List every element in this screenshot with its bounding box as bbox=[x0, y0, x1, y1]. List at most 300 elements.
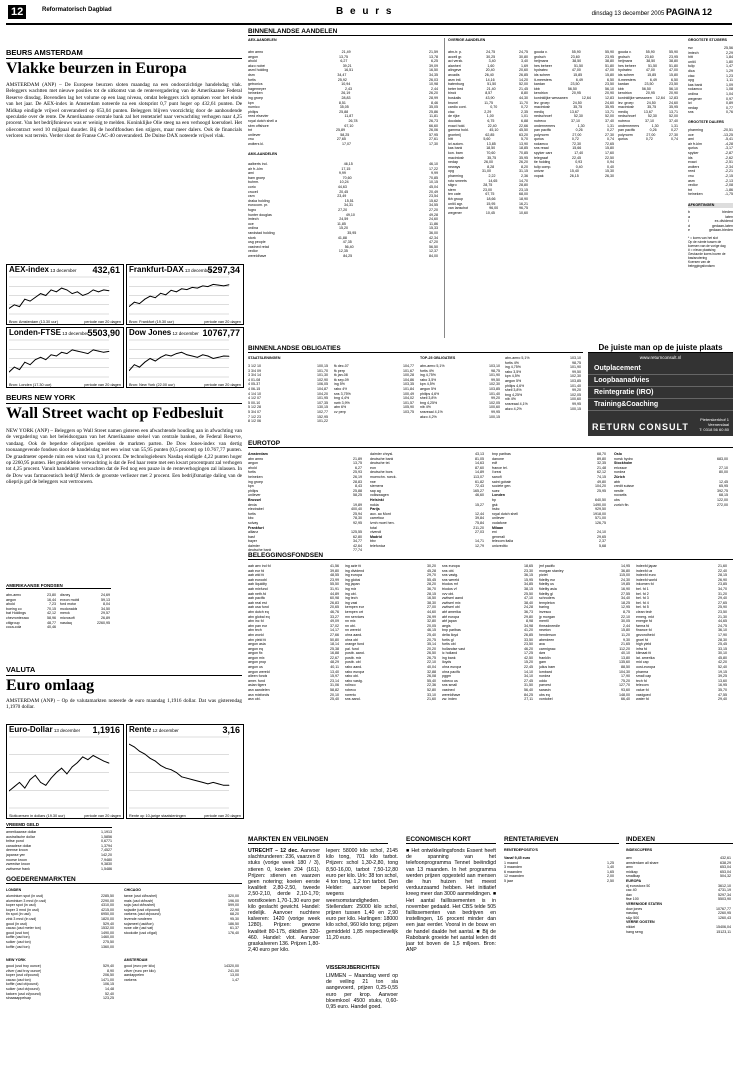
row-value: 8,04 bbox=[103, 602, 110, 607]
vreemd-geld-list bbox=[6, 830, 112, 871]
row-value: 0,6771 bbox=[101, 839, 112, 844]
row-label: philips 4,6% bbox=[420, 391, 440, 396]
row-value: 49,80 bbox=[597, 479, 606, 484]
row-value: 2,35 bbox=[521, 109, 528, 114]
row-label: orange fund bbox=[345, 642, 365, 647]
row-value: 15,30 bbox=[604, 169, 614, 174]
row-value: 26,15 bbox=[569, 174, 579, 179]
row-value: 3612,10 bbox=[718, 883, 731, 888]
row-value: 72,65 bbox=[604, 141, 614, 146]
row-label: 7 1/2 23 bbox=[248, 414, 261, 419]
chart-point bbox=[150, 758, 151, 759]
row-label: 12 maanden bbox=[504, 874, 524, 879]
beurs-newyork-body: NEW YORK (ANP) – Beleggers op Wall Street namen gisteren een afwachtende houding aan in afwachting van de vergadering van het beleidsorgaan van het Amerikaanse stelsel van centrale banken, de Federal Reserve, vandaag. Ook de beperkte olieprijzen speelden de markten parten. De Dow Jones-index van dertig toonaangevende fondsen sloot de handelsdag met een winst van 55,95 punten (0,5 procent) op 10.767,77 punten. De graadmeter opende ruim een winst van 0,3 procent. De technologiebeurs Nasdaq eindigde 4,22 punten hoger op 2260,95 punten. Het gemiddelde verwachting is dat de Fed haar rente met een kwart procentpunt zal verhogen tot 4,25 procent. Vanuit handelaren verwachten dat de Fed nog een pauze in de renteverhogingen zal inlassen. In de Dow was farmaceutisch bedrijf Merck de grootste verliezer met 2 procent. Een bedrijfsmatige daling van de olieprijs gaf de beleggers wat vertrouwen. bbox=[6, 428, 242, 486]
row-label: shell 3,8% bbox=[505, 388, 522, 393]
row-value: 89,80 bbox=[597, 456, 606, 461]
row-value: 55,90 bbox=[645, 50, 655, 54]
row-label: kon. bam bbox=[448, 151, 463, 156]
row-value: 104,86 bbox=[403, 377, 414, 382]
row-value: 5503,90 bbox=[718, 897, 731, 902]
row-value: 1490,00 bbox=[593, 502, 606, 507]
row-value: 1490,00 bbox=[101, 930, 114, 935]
row-label: vastned retail bbox=[248, 244, 270, 249]
row-value: 75,84 bbox=[475, 520, 484, 525]
row-value: 15,27 bbox=[475, 502, 484, 507]
goederen-sub-newyork: NEW YORK bbox=[6, 958, 26, 962]
row-value: 44,65 bbox=[718, 619, 727, 624]
row-value: 15,80 bbox=[604, 72, 614, 77]
row-label: aardappelen bbox=[124, 973, 144, 978]
row-label: macintosh bbox=[618, 105, 635, 110]
row-value: -2,62 bbox=[724, 155, 733, 160]
row-value: 14,17 bbox=[330, 628, 339, 633]
row-value: 99,50 bbox=[572, 369, 581, 374]
row-label: vivendi bbox=[370, 530, 382, 535]
row-label: schroders bbox=[539, 596, 555, 601]
row-label: nokia bbox=[370, 502, 379, 507]
row-value: 101,67 bbox=[403, 368, 414, 373]
row-value: 8,51 bbox=[338, 100, 346, 105]
row-value: 22,10 bbox=[621, 614, 630, 619]
row-label: ohra aand. bbox=[345, 632, 363, 637]
row-value: 14,71 bbox=[475, 539, 484, 544]
ad-service-item: Outplacement bbox=[588, 363, 733, 375]
row-value: 101,90 bbox=[570, 365, 581, 370]
overige-aandelen-sub: OVERIGE AANDELEN bbox=[448, 38, 486, 42]
row-value: 683,00 bbox=[717, 456, 728, 461]
row-value: 25,86 bbox=[428, 109, 438, 114]
row-label: ford motor bbox=[60, 602, 77, 607]
row-value: 35,75 bbox=[487, 155, 497, 160]
row-value: 52,00 bbox=[605, 114, 614, 119]
row-value: 35,95 bbox=[347, 230, 357, 235]
row-label: kpn bbox=[248, 100, 254, 105]
row-label: kpn 4,5% bbox=[505, 374, 520, 379]
row-label: pharming bbox=[688, 128, 703, 132]
row-label: d bbox=[688, 223, 690, 228]
row-value: 30,05 bbox=[621, 619, 630, 624]
row-value: 23,95 bbox=[669, 54, 678, 59]
row-label: aegon us bbox=[248, 665, 263, 670]
row-label: qurius bbox=[688, 146, 698, 151]
row-label: dexia bbox=[248, 502, 257, 507]
row-label: value fd bbox=[636, 688, 649, 693]
aex-aandelen-sub: AEX-AANDELEN bbox=[248, 38, 277, 42]
chart-point bbox=[77, 351, 78, 352]
row-value: 42,12 bbox=[47, 611, 56, 616]
row-value: 59,13 bbox=[101, 597, 110, 602]
row-label: 3 3/4 14 bbox=[248, 373, 261, 378]
chart-point bbox=[165, 294, 166, 295]
top25-list bbox=[420, 364, 500, 419]
row-label: lev. groep bbox=[618, 100, 634, 105]
row-label: ohra obl bbox=[345, 637, 358, 642]
row-label: philips bbox=[248, 488, 259, 493]
row-label: it-meesters bbox=[534, 77, 552, 82]
row-value: 65,95 bbox=[719, 484, 728, 489]
row-label: aab liquidity bbox=[248, 582, 267, 587]
row-value: 1,84 bbox=[726, 55, 733, 60]
row-label: bel. fd 3 bbox=[636, 596, 649, 601]
row-value: 18,50 bbox=[486, 146, 496, 151]
row-value: 50,80 bbox=[330, 637, 339, 642]
row-label: fidelity asia bbox=[539, 586, 557, 591]
chart-point bbox=[160, 765, 161, 766]
row-value: 56,50 bbox=[641, 86, 651, 91]
row-value: 101,57 bbox=[403, 400, 414, 405]
row-label: baring bbox=[539, 605, 549, 610]
row-label: l'oreal bbox=[492, 470, 502, 475]
row-label: kpn 4,5% bbox=[420, 382, 435, 387]
row-label: sanofi bbox=[492, 474, 502, 479]
row-value: 0,72 bbox=[645, 137, 653, 142]
goederen-sub-chicago: CHICAGO bbox=[124, 888, 141, 892]
table-row bbox=[370, 544, 484, 549]
row-label: b bbox=[688, 210, 690, 214]
ad-url[interactable]: www.returnconsult.nl bbox=[639, 355, 682, 360]
row-value: 52,40 bbox=[105, 991, 114, 996]
chart-point bbox=[213, 358, 214, 359]
row-label: nutreco bbox=[534, 118, 546, 123]
row-label: abf japan bbox=[442, 619, 457, 624]
row-value: 14,16 bbox=[485, 77, 495, 82]
row-label: rabo vastg. bbox=[345, 678, 363, 683]
row-label: indexfd euro bbox=[636, 573, 656, 578]
row-label: heineken bbox=[248, 91, 263, 96]
row-value: 16,51 bbox=[344, 68, 354, 73]
row-value: 15,20 bbox=[339, 226, 348, 231]
table-row bbox=[6, 867, 112, 872]
row-label: chevrontexaco bbox=[6, 615, 30, 620]
eurotop-column bbox=[370, 452, 484, 548]
row-value: 21,49 bbox=[341, 50, 351, 54]
row-label: spyker bbox=[688, 150, 699, 155]
row-value: 56,40 bbox=[344, 244, 354, 249]
row-label: rabo aand. bbox=[345, 665, 363, 670]
row-value: 20,45 bbox=[339, 189, 349, 194]
row-label: asn mixfonds bbox=[248, 692, 270, 697]
row-value: 42,20 bbox=[718, 660, 727, 665]
table-row bbox=[505, 407, 581, 412]
ad-service-item: Reintegratie (IRO) bbox=[588, 387, 733, 399]
row-label: getronics bbox=[248, 82, 263, 87]
row-value: 30,25 bbox=[486, 54, 496, 59]
row-label: amerikaanse dollar bbox=[6, 830, 37, 834]
row-value: 27,45 bbox=[524, 678, 533, 683]
row-value: 27,00 bbox=[646, 132, 656, 137]
row-label: stork bbox=[248, 235, 256, 240]
row-value: 6,49 bbox=[575, 77, 583, 82]
chart-period: periode van 20 dagen bbox=[204, 814, 241, 818]
row-value: 2,36 bbox=[520, 174, 528, 179]
row-value: 2,44 bbox=[430, 86, 438, 91]
row-label: ing bank bbox=[442, 655, 456, 660]
advertisement[interactable] bbox=[588, 343, 733, 436]
row-value: 12,44 bbox=[475, 511, 484, 516]
row-label: Zürich bbox=[614, 474, 625, 479]
index-chart bbox=[126, 327, 244, 388]
row-label: nib 4% bbox=[420, 405, 431, 410]
row-value: 67,75 bbox=[485, 192, 495, 197]
row-label: csm bbox=[248, 194, 255, 199]
chart-point bbox=[229, 284, 230, 285]
row-value: 15,20 bbox=[524, 660, 533, 665]
row-label: morgan stanley bbox=[539, 568, 564, 573]
markten-lead: UTRECHT – 12 dec. bbox=[248, 848, 299, 854]
row-label: abb bbox=[614, 479, 620, 484]
row-value: 30,10 bbox=[718, 651, 727, 656]
row-value: 34,31 bbox=[343, 203, 353, 208]
row-value: 1,40 bbox=[607, 865, 614, 870]
table-row bbox=[688, 228, 733, 233]
row-label: Milaan bbox=[492, 525, 504, 530]
chart-point bbox=[40, 357, 41, 358]
row-label: aluminium 3 mnd (in usd) bbox=[6, 898, 47, 903]
row-value: 25,89 bbox=[336, 128, 345, 133]
row-value: 11,86 bbox=[429, 221, 438, 226]
row-value: 27,20 bbox=[338, 207, 348, 212]
row-value: 196,00 bbox=[228, 898, 239, 903]
row-value: 23,60 bbox=[644, 54, 654, 59]
row-label: 8 1/2 06 bbox=[248, 419, 261, 424]
row-label: wegener bbox=[448, 210, 462, 215]
chart-point bbox=[109, 290, 110, 291]
row-value: 12,35 bbox=[338, 249, 348, 254]
row-value: 41,20 bbox=[524, 628, 533, 633]
row-value: 400,40 bbox=[351, 507, 362, 512]
row-value: 100,49 bbox=[403, 391, 414, 396]
chart-point bbox=[67, 353, 68, 354]
row-value: 80,00 bbox=[719, 470, 728, 475]
row-value: 8,43 bbox=[355, 484, 362, 489]
row-value: 26,30 bbox=[605, 174, 614, 179]
row-value: 95,30 bbox=[230, 916, 239, 921]
row-label: nn wereld bbox=[345, 628, 361, 633]
row-value: 12,79 bbox=[475, 543, 484, 548]
row-label: tulip comp. bbox=[534, 164, 552, 169]
row-label: heijmans bbox=[618, 59, 633, 64]
row-label: pan pacific bbox=[534, 128, 552, 133]
row-value: 1471,00 bbox=[101, 977, 114, 982]
row-label: aegon mix bbox=[248, 655, 265, 660]
row-label: wolters bbox=[688, 164, 700, 169]
row-label: pictet bbox=[539, 573, 548, 578]
row-label: EUROPA bbox=[626, 878, 642, 883]
row-value: 15,97 bbox=[330, 674, 339, 679]
row-value: 40,04 bbox=[427, 665, 436, 670]
row-label: cv perp bbox=[334, 409, 346, 414]
row-value: 16,44 bbox=[47, 597, 56, 602]
row-value: 58,96 bbox=[47, 615, 56, 620]
row-label: telecom italia bbox=[492, 539, 513, 544]
row-value: 99,20 bbox=[572, 388, 581, 393]
row-value: 101,84 bbox=[403, 386, 414, 391]
table-row bbox=[442, 697, 533, 702]
row-label: zurich fin. bbox=[614, 502, 630, 507]
row-label: coca-cola bbox=[6, 625, 22, 630]
row-value: 41,56 bbox=[330, 564, 339, 568]
row-label: rolinco bbox=[345, 683, 356, 688]
chart-point bbox=[72, 293, 73, 294]
row-value: 30,20 bbox=[427, 564, 436, 568]
row-value: 46,10 bbox=[428, 162, 438, 166]
row-label: templeton bbox=[539, 600, 555, 605]
chart-point bbox=[103, 761, 104, 762]
chart-point bbox=[72, 350, 73, 351]
row-value: 70,60 bbox=[486, 151, 496, 156]
row-label: tarwe (usd cl/bushel) bbox=[124, 894, 158, 898]
row-label: ondernemers bbox=[534, 123, 556, 128]
chart-value: 5503,90 bbox=[87, 328, 120, 338]
top25-title: TOP-25 OBLIGATIES bbox=[420, 356, 456, 360]
row-value: 0,72 bbox=[520, 105, 528, 110]
row-label: VERRE OOSTEN bbox=[626, 920, 655, 925]
afkortingen-title: AFKORTINGEN bbox=[688, 203, 733, 208]
markten-col2: Iepen: 58000 kilo schol, 2145 kilo tong, 701 kilo tarbot. Prijzen: schol 1,30-2,80, tong 8,50-16,00, tarbot 7,50-12,80 euro per kilo. Urk: 38 ton schol, 4 ton tong, 1,2 ton tarbot. Den Helder: aanvoer beperkt wegens weersomstandigheden. Stellendam: 25000 kilo schol, prijzen tussen 1,40 en 2,90 euro per kilo. Harlingen: 18000 kilo schol, 960 kilo tong; prijzen gemiddeld 1,85 respectievelijk 11,20 euro. bbox=[326, 848, 398, 941]
row-value: 38,80 bbox=[604, 59, 614, 64]
row-value: 58,25 bbox=[353, 493, 362, 498]
row-label: unilever bbox=[248, 132, 261, 137]
row-value: 100,15 bbox=[570, 406, 581, 411]
index-chart bbox=[6, 724, 124, 819]
row-value: 103,85 bbox=[489, 386, 500, 391]
table-row bbox=[420, 415, 500, 420]
chart-point bbox=[218, 285, 219, 286]
row-value: 20,05 bbox=[427, 623, 436, 628]
chart-point bbox=[24, 788, 25, 789]
row-value: 25,40 bbox=[427, 632, 436, 637]
row-value: 66,40 bbox=[621, 697, 630, 702]
row-label: dica bbox=[688, 68, 695, 73]
row-label: vedior bbox=[248, 249, 258, 254]
row-label: oddo bbox=[539, 678, 547, 683]
row-value: 63,20 bbox=[518, 132, 528, 137]
row-value: 29,57 bbox=[101, 611, 110, 616]
row-value: 1,47 bbox=[726, 64, 733, 69]
row-label: alanheri bbox=[448, 63, 461, 68]
rentetarieven-list bbox=[504, 856, 614, 884]
chart-point bbox=[98, 351, 99, 352]
row-value: 1,30 bbox=[577, 123, 585, 128]
row-label: bnp paribas bbox=[492, 452, 511, 456]
row-value: 62,12 bbox=[597, 470, 606, 475]
row-label: soja (usd ct/bushel) bbox=[124, 903, 156, 908]
row-label: vastgoed bbox=[636, 692, 651, 697]
chart-point bbox=[109, 351, 110, 352]
row-value: 529,40 bbox=[103, 921, 114, 926]
row-value: 40,46 bbox=[47, 625, 56, 630]
row-label: grontmij bbox=[448, 132, 461, 137]
row-label: tie holding bbox=[534, 160, 551, 165]
row-label: ing vast bbox=[345, 600, 358, 605]
row-value: 39,84 bbox=[475, 516, 484, 521]
row-label: abn inc fd bbox=[248, 619, 264, 624]
row-value: 26,85 bbox=[524, 632, 533, 637]
row-value: 107,35 bbox=[317, 400, 328, 405]
row-value: 0,89 bbox=[726, 101, 733, 106]
row-label: abn world bbox=[248, 632, 264, 637]
row-label: ahold bbox=[6, 602, 15, 607]
chart-point bbox=[88, 293, 89, 294]
row-label: royal dutch shell a bbox=[248, 118, 277, 123]
row-label: bp bbox=[492, 497, 496, 502]
table-row bbox=[6, 996, 114, 1001]
goederen-newyork-list bbox=[6, 964, 114, 1001]
row-label: kendrion bbox=[618, 91, 632, 96]
goederenmarkten-title: GOEDERENMARKTEN bbox=[6, 876, 242, 884]
row-label: aab wld fd bbox=[248, 573, 265, 578]
row-label: unit4 agr. bbox=[448, 201, 463, 206]
beurs-amsterdam-body: AMSTERDAM (ANP) – De Europese beurzen sloten maandag na een ondoorzichtige handelsdag vlak. Beleggers wachtten met nieuwe posities tot de uitkomst van de rentevergadering van de Amerikaanse Federal Reserve dinsdag. Bovendien lag het volume op een laag niveau, omdat beleggers zich opmaken voor het einde van het jaar. De AEX-index in Amsterdam noteerde na een slotsprint 0,7 punt hoger op 432,61 punten. De Midkap eindigde vrijwel onveranderd op 653,04 punten. Beleggers blijven voorzichtig door de aanhoudende speculatie over de rente. De Amerikaanse centrale bank zal het rentetarief naar verwachting verhogen naar 4,25 procent. Van het bedrijfsnieuws was er weinig te melden. Koninklijke Olie steeg na een verhoogd koersdoel. Het oliecontract werd 10 mijlpaal duurder. Bij de hoofdfondsen tien stijgers, maar meer dalers. Ook de financials verloren wat terrein. Verder sloot de Franse CAC-40 onveranderd. De Duitse DAX noteerde vrijwel vlak. bbox=[6, 82, 242, 140]
row-value: 51,50 bbox=[647, 63, 657, 68]
chart-point bbox=[181, 776, 182, 777]
row-label: ahold bbox=[248, 59, 257, 64]
chart-title bbox=[9, 725, 80, 734]
row-value: 27,65 bbox=[718, 600, 727, 605]
row-label: ing groep bbox=[248, 479, 263, 484]
row-label: sns vastg. bbox=[442, 573, 459, 578]
row-label: bel. fd 1 bbox=[636, 586, 649, 591]
row-value: 47,10 bbox=[524, 596, 533, 601]
row-label: unit4 bbox=[688, 59, 696, 64]
row-value: 2,29 bbox=[484, 109, 492, 114]
chart-point bbox=[67, 774, 68, 775]
row-value: 14,95 bbox=[621, 564, 630, 568]
chart-point bbox=[30, 364, 31, 365]
row-value: 24,30 bbox=[621, 577, 630, 582]
chart-point bbox=[56, 772, 57, 773]
row-label: spyker cars bbox=[534, 151, 553, 156]
row-label: mediq bbox=[618, 109, 628, 114]
chart-date: 13 december bbox=[49, 268, 77, 273]
row-label: rwe bbox=[370, 479, 376, 484]
chart-point bbox=[51, 354, 52, 355]
row-label: eni bbox=[492, 530, 497, 535]
row-value: 26,89 bbox=[101, 615, 110, 620]
row-value: 47,20 bbox=[429, 240, 438, 245]
chart-series-line bbox=[9, 288, 109, 308]
row-value: 113,07 bbox=[473, 474, 484, 479]
row-label: koper 3 mnd (in usd) bbox=[6, 907, 39, 912]
row-value: 22,50 bbox=[605, 155, 614, 160]
row-value: 38,40 bbox=[524, 600, 533, 605]
row-label: ids scheer bbox=[618, 72, 635, 77]
row-value: 25,94 bbox=[353, 511, 362, 516]
row-label: ctac bbox=[688, 73, 695, 78]
row-label: daimler bbox=[248, 543, 260, 548]
row-value: 529,40 bbox=[103, 964, 114, 968]
chart-point bbox=[171, 290, 172, 291]
row-value: 26,78 bbox=[348, 118, 358, 123]
row-value: 6,50 bbox=[671, 77, 678, 82]
row-label: shell 3,8% bbox=[420, 396, 437, 401]
row-label: heineken bbox=[248, 474, 263, 479]
beleggingsfondsen-column bbox=[345, 564, 436, 702]
row-value: 70,15 bbox=[47, 606, 56, 611]
row-value: 102,77 bbox=[317, 409, 328, 414]
row-label: mais (usd ct/bush) bbox=[124, 898, 154, 903]
row-value: 27,10 bbox=[719, 465, 728, 470]
chart-point bbox=[197, 357, 198, 358]
row-value: 34,47 bbox=[337, 72, 347, 77]
row-label: ami bbox=[688, 137, 694, 142]
row-value: 1918,00 bbox=[593, 511, 606, 516]
chart-point bbox=[223, 785, 224, 786]
row-value: 47,00 bbox=[645, 68, 655, 73]
table-row bbox=[345, 697, 436, 702]
row-value: 49,28 bbox=[429, 212, 438, 217]
row-value: 55,90 bbox=[605, 50, 614, 54]
